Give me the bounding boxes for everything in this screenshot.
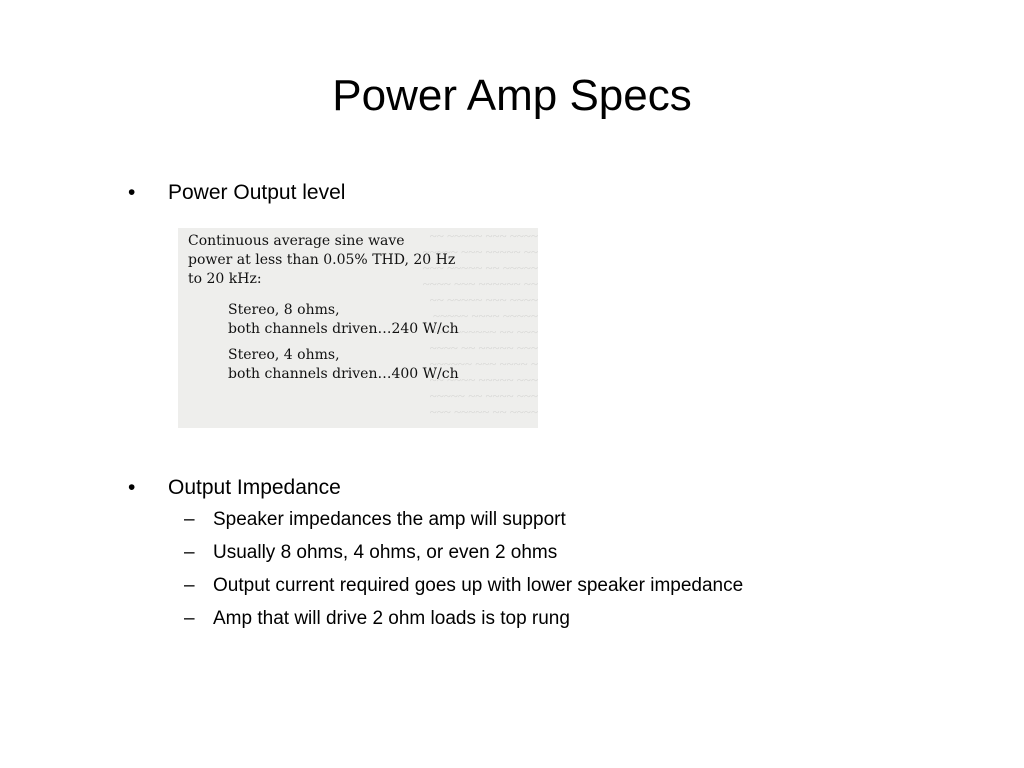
sub-bullet-list bbox=[184, 508, 743, 640]
sub-bullet-text: Amp that will drive 2 ohm loads is top rung bbox=[213, 608, 570, 629]
sub-bullet-item bbox=[184, 508, 743, 541]
spec-line: Continuous average sine wave bbox=[188, 233, 405, 249]
sub-bullet-item bbox=[184, 607, 743, 640]
sub-bullet-item bbox=[184, 541, 743, 574]
bullet-power-output bbox=[128, 180, 345, 206]
spec-scan-image bbox=[178, 228, 538, 428]
sub-bullet-text: Output current required goes up with lower speaker impedance bbox=[213, 575, 744, 596]
spec-line: both channels driven…240 W/ch bbox=[228, 321, 459, 337]
spec-line: Stereo, 8 ohms, bbox=[228, 302, 340, 318]
sub-bullet-item bbox=[184, 574, 743, 607]
dash-marker: – bbox=[184, 575, 195, 596]
spec-line: to 20 kHz: bbox=[188, 271, 262, 287]
sub-bullet-text: Usually 8 ohms, 4 ohms, or even 2 ohms bbox=[213, 542, 558, 563]
bullet-text: Power Output level bbox=[168, 181, 346, 204]
dash-marker: – bbox=[184, 608, 195, 629]
spec-text-block bbox=[188, 232, 459, 384]
faded-background-text: ~~ ~~~~~ ~~~ ~~~~ ~~~~~ ~~~ ~~~~~ ~~ ~~~ ~~~~~ ~~ ~~~~~ ~~~~ ~~~ ~~~~~~ ~~ ~~ ~~~~~ ~~~ ~~~~ ~~~~~ ~~~~ ~~~~~ ~~~ ~~~~~~ ~~ ~~~ ~~~~ ~~ ~~~~~ ~~~ ~~~~~~ ~~~ ~~~~ ~ ~~ ~~~~ ~~~~~ ~~~ ~~~~~ ~~ ~~~~ ~~~ ~~~ ~~~~~ ~~ ~~~~ bbox=[422, 228, 538, 419]
bullet-text: Output Impedance bbox=[168, 476, 341, 499]
bullet-marker: • bbox=[128, 181, 136, 204]
slide-title: Power Amp Specs bbox=[332, 71, 692, 120]
spec-line: both channels driven…400 W/ch bbox=[228, 366, 459, 382]
bullet-marker: • bbox=[128, 476, 136, 499]
spec-line: Stereo, 4 ohms, bbox=[228, 347, 340, 363]
spec-line: power at less than 0.05% THD, 20 Hz bbox=[188, 252, 456, 268]
dash-marker: – bbox=[184, 509, 195, 530]
dash-marker: – bbox=[184, 542, 195, 563]
sub-bullet-text: Speaker impedances the amp will support bbox=[213, 509, 566, 530]
bullet-output-impedance bbox=[128, 475, 341, 501]
